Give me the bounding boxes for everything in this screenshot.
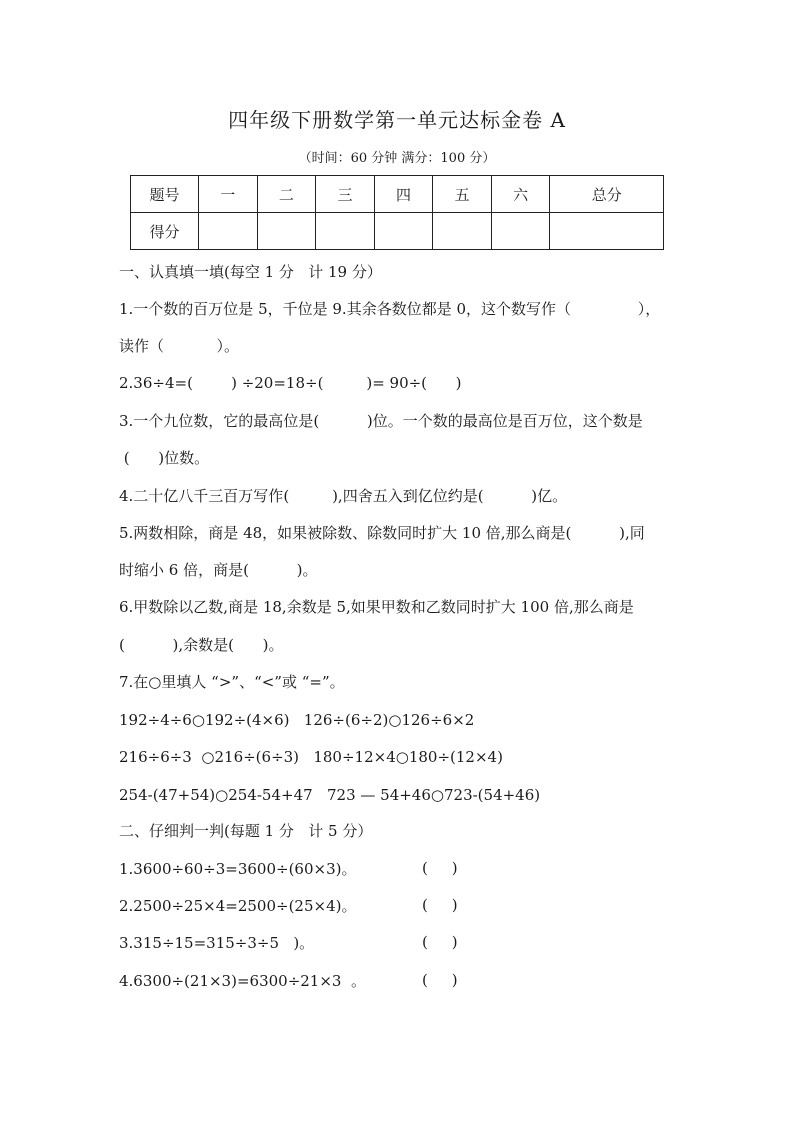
header-cell-total: 总分 (550, 176, 664, 213)
question-7-row-3: 254-(47+54)○254-54+47 723 — 54+46○723-(54+46) (119, 786, 541, 804)
score-cell-1[interactable] (199, 213, 258, 250)
page-title: 四年级下册数学第一单元达标金卷 A (228, 108, 566, 132)
exam-info: （时间：60 分钟 满分：100 分） (298, 151, 496, 166)
judge-answer-3[interactable]: ( ) (422, 933, 458, 951)
judge-item-1: 1.3600÷60÷3=3600÷(60×3)。 (119, 860, 357, 878)
question-1-line-1: 1.一个数的百万位是 5，千位是 9.其余各数位都是 0，这个数写作（ ）， (119, 300, 661, 318)
question-2: 2.36÷4=( ) ÷20=18÷( )= 90÷( ) (119, 374, 462, 392)
judge-answer-2[interactable]: ( ) (422, 896, 458, 914)
header-cell-5: 五 (433, 176, 492, 213)
judge-item-3: 3.315÷15=315÷3÷5 )。 (119, 934, 315, 952)
question-3-line-2: ( )位数。 (119, 449, 210, 467)
question-7-row-1: 192÷4÷6○192÷(4×6) 126÷(6÷2)○126÷6×2 (119, 711, 475, 729)
score-table-header-row (131, 176, 664, 213)
judge-item-2: 2.2500÷25×4=2500÷(25×4)。 (119, 897, 357, 915)
judge-answer-4[interactable]: ( ) (422, 971, 458, 989)
header-cell-4: 四 (374, 176, 433, 213)
score-cell-total[interactable] (550, 213, 664, 250)
header-cell-3: 三 (316, 176, 375, 213)
question-7-row-2: 216÷6÷3 ○216÷(6÷3) 180÷12×4○180÷(12×4) (119, 748, 503, 766)
header-cell-2: 二 (257, 176, 316, 213)
score-cell-3[interactable] (316, 213, 375, 250)
question-1-line-2: 读作（ ）。 (119, 337, 239, 355)
judge-item-4: 4.6300÷(21×3)=6300÷21×3 。 (119, 972, 367, 990)
score-row-label: 得分 (131, 213, 199, 250)
score-table-score-row (131, 213, 664, 250)
header-cell-6: 六 (491, 176, 550, 213)
score-cell-2[interactable] (257, 213, 316, 250)
score-table (130, 175, 664, 250)
header-cell-label: 题号 (131, 176, 199, 213)
score-cell-6[interactable] (491, 213, 550, 250)
question-6-line-2: ( ),余数是( )。 (119, 636, 284, 654)
question-7: 7.在○里填人 “>”、“<”或 “=”。 (119, 673, 345, 691)
question-4: 4.二十亿八千三百万写作( ),四舍五入到亿位约是( )亿。 (119, 487, 568, 505)
question-5-line-2: 时缩小 6 倍，商是( )。 (119, 561, 318, 579)
header-cell-1: 一 (199, 176, 258, 213)
score-cell-4[interactable] (374, 213, 433, 250)
score-cell-5[interactable] (433, 213, 492, 250)
question-6-line-1: 6.甲数除以乙数,商是 18,余数是 5,如果甲数和乙数同时扩大 100 倍,那么商是 (119, 598, 634, 616)
section-heading-judge: 二、仔细判一判(每题 1 分 计 5 分） (119, 822, 373, 840)
question-3-line-1: 3.一个九位数，它的最高位是( )位。一个数的最高位是百万位，这个数是 (119, 412, 643, 430)
judge-answer-1[interactable]: ( ) (422, 859, 458, 877)
section-heading-fill: 一、认真填一填(每空 1 分 计 19 分） (119, 263, 382, 281)
question-5-line-1: 5.两数相除，商是 48，如果被除数、除数同时扩大 10 倍,那么商是( ),同 (119, 524, 645, 542)
